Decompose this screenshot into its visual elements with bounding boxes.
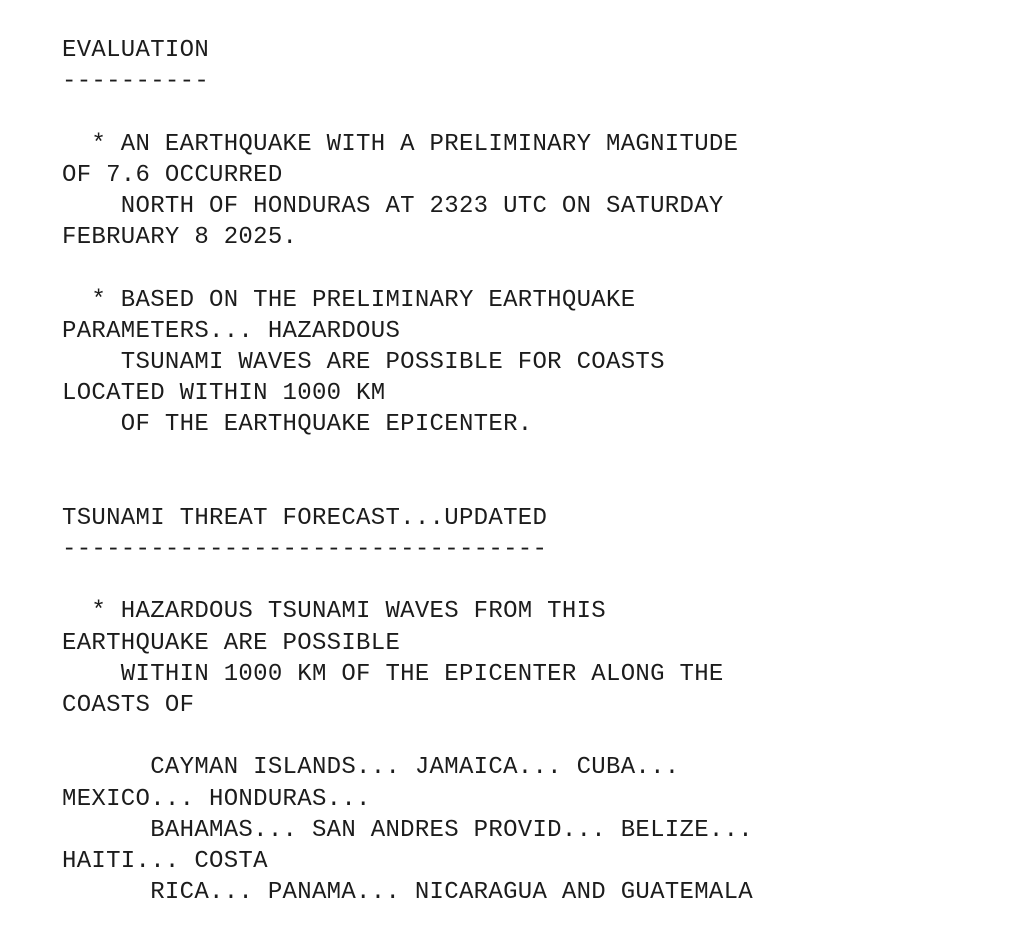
section-heading-threat-forecast: TSUNAMI THREAT FORECAST...UPDATED	[62, 504, 548, 532]
blank-line	[62, 97, 1002, 128]
blank-line	[62, 253, 1002, 284]
bullet-line: * HAZARDOUS TSUNAMI WAVES FROM THIS	[62, 598, 606, 626]
blank-line	[62, 472, 1002, 503]
text-line: FEBRUARY 8 2025.	[62, 224, 298, 252]
text-line: WITHIN 1000 KM OF THE EPICENTER ALONG THE	[62, 660, 724, 688]
country-list-line: CAYMAN ISLANDS... JAMAICA... CUBA...	[62, 754, 680, 782]
text-line: COASTS OF	[62, 691, 195, 719]
country-list-line: MEXICO... HONDURAS...	[62, 785, 371, 813]
country-list-line: RICA... PANAMA... NICARAGUA AND GUATEMALA	[62, 879, 754, 907]
country-list-line: BAHAMAS... SAN ANDRES PROVID... BELIZE...	[62, 816, 754, 844]
text-line: PARAMETERS... HAZARDOUS	[62, 317, 401, 345]
text-line: EARTHQUAKE ARE POSSIBLE	[62, 629, 401, 657]
heading-underline: ---------------------------------	[62, 536, 548, 563]
section-heading-evaluation: EVALUATION	[62, 37, 210, 64]
text-line: OF 7.6 OCCURRED	[62, 161, 283, 189]
text-line: NORTH OF HONDURAS AT 2323 UTC ON SATURDAY	[62, 192, 724, 220]
bullet-line: * BASED ON THE PRELIMINARY EARTHQUAKE	[62, 286, 636, 314]
text-line: LOCATED WITHIN 1000 KM	[62, 380, 386, 408]
bulletin-text	[62, 35, 1002, 908]
heading-underline: ----------	[62, 68, 210, 96]
bullet-line: * AN EARTHQUAKE WITH A PRELIMINARY MAGNITUDE	[62, 130, 739, 158]
text-line: OF THE EARTHQUAKE EPICENTER.	[62, 411, 533, 439]
text-line: TSUNAMI WAVES ARE POSSIBLE FOR COASTS	[62, 348, 665, 376]
blank-line	[62, 721, 1002, 752]
country-list-line: HAITI... COSTA	[62, 847, 268, 875]
blank-line	[62, 440, 1002, 471]
blank-line	[62, 565, 1002, 596]
